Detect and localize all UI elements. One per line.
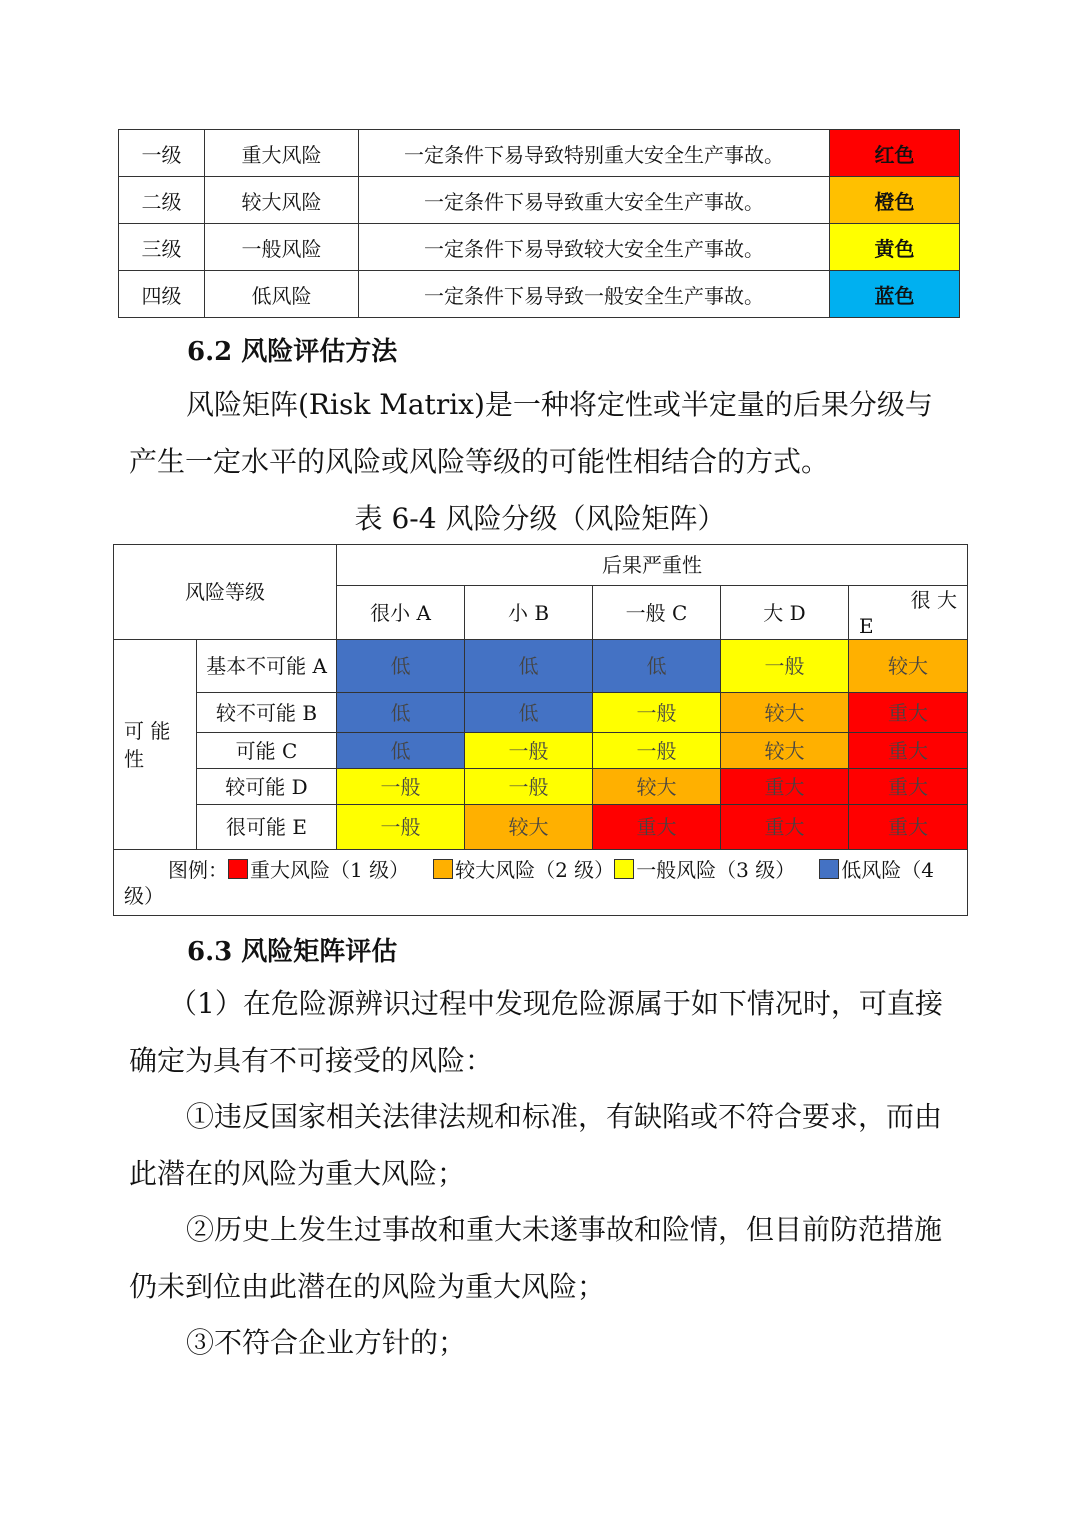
risk-level-row: [119, 271, 960, 318]
risk-cell: 较大: [721, 733, 849, 769]
risk-cell: 较大: [465, 805, 593, 850]
level-desc-cell: 一定条件下易导致较大安全生产事故。: [359, 224, 830, 271]
matrix-row: [114, 693, 968, 733]
risk-level-row: [119, 177, 960, 224]
risk-cell: 一般: [721, 640, 849, 693]
risk-cell: 较大: [721, 693, 849, 733]
level-cell: 二级: [119, 177, 205, 224]
legend-label: 一般风险（3 级）: [636, 857, 796, 882]
level-name-cell: 重大风险: [205, 130, 359, 177]
legend-swatch: [819, 859, 839, 879]
column-e-bottom: E: [859, 613, 874, 638]
matrix-corner-label: 风险等级: [114, 545, 337, 640]
level-color-cell: 蓝色: [830, 271, 960, 318]
risk-cell: 重大: [721, 805, 849, 850]
matrix-row: [114, 733, 968, 769]
risk-cell: 重大: [593, 805, 721, 850]
risk-cell: 一般: [337, 769, 465, 805]
risk-cell: 低: [465, 693, 593, 733]
paragraph-item-2: ②历史上发生过事故和重大未遂事故和险情，但目前防范措施仍未到位由此潜在的风险为重大风险；: [129, 1213, 943, 1303]
section-6-2-heading: 6.2 风险评估方法: [187, 337, 398, 367]
risk-cell: 重大: [849, 805, 968, 850]
matrix-row: [114, 640, 968, 693]
column-header: 小 B: [465, 586, 593, 640]
consequence-header: 后果严重性: [337, 545, 968, 586]
risk-cell: 重大: [849, 733, 968, 769]
risk-matrix-table: [113, 544, 968, 916]
matrix-row: [114, 769, 968, 805]
legend-label: 重大风险（1 级）: [250, 857, 410, 882]
column-header: 大 D: [721, 586, 849, 640]
row-label: 较可能 D: [197, 769, 337, 805]
risk-cell: 一般: [337, 805, 465, 850]
risk-cell: 一般: [465, 733, 593, 769]
risk-cell: 重大: [849, 693, 968, 733]
legend-label: 低风险（4 级）: [124, 857, 935, 908]
row-label: 很可能 E: [197, 805, 337, 850]
matrix-legend: [114, 850, 968, 916]
column-header-e: [849, 586, 968, 640]
column-header: 很小 A: [337, 586, 465, 640]
paragraph-item-1: ①违反国家相关法律法规和标准，有缺陷或不符合要求，而由此潜在的风险为重大风险；: [129, 1100, 943, 1190]
legend-swatch: [433, 859, 453, 879]
risk-cell: 重大: [721, 769, 849, 805]
level-desc-cell: 一定条件下易导致特别重大安全生产事故。: [359, 130, 830, 177]
risk-level-row: [119, 130, 960, 177]
risk-level-table: [118, 129, 960, 318]
risk-cell: 一般: [465, 769, 593, 805]
risk-cell: 低: [337, 640, 465, 693]
level-name-cell: 低风险: [205, 271, 359, 318]
legend-swatch: [228, 859, 248, 879]
row-label: 基本不可能 A: [197, 640, 337, 693]
legend-label: 较大风险（2 级）: [455, 857, 615, 882]
level-cell: 一级: [119, 130, 205, 177]
level-desc-cell: 一定条件下易导致一般安全生产事故。: [359, 271, 830, 318]
level-cell: 三级: [119, 224, 205, 271]
level-name-cell: 较大风险: [205, 177, 359, 224]
legend-swatch: [614, 859, 634, 879]
row-label: 较不可能 B: [197, 693, 337, 733]
risk-cell: 低: [337, 693, 465, 733]
table-caption: 表 6-4 风险分级（风险矩阵）: [354, 502, 726, 535]
risk-matrix-definition: 风险矩阵(Risk Matrix)是一种将定性或半定量的后果分级与产生一定水平的风险或风险等级的可能性相结合的方式。: [129, 388, 933, 478]
column-e-top: 很 大: [910, 587, 957, 612]
section-6-3-heading: 6.3 风险矩阵评估: [187, 937, 398, 967]
possibility-label: 可 能 性: [114, 640, 197, 850]
risk-cell: 较大: [593, 769, 721, 805]
level-color-cell: 红色: [830, 130, 960, 177]
risk-cell: 低: [337, 733, 465, 769]
risk-cell: 重大: [849, 769, 968, 805]
column-header: 一般 C: [593, 586, 721, 640]
paragraph-item-3: ③不符合企业方针的；: [186, 1326, 467, 1359]
risk-cell: 低: [593, 640, 721, 693]
risk-cell: 较大: [849, 640, 968, 693]
level-desc-cell: 一定条件下易导致重大安全生产事故。: [359, 177, 830, 224]
matrix-row: [114, 805, 968, 850]
legend-prefix: 图例：: [168, 857, 228, 882]
risk-level-row: [119, 224, 960, 271]
level-name-cell: 一般风险: [205, 224, 359, 271]
risk-cell: 低: [465, 640, 593, 693]
level-cell: 四级: [119, 271, 205, 318]
risk-cell: 一般: [593, 693, 721, 733]
paragraph-1: （1）在危险源辨识过程中发现危险源属于如下情况时，可直接确定为具有不可接受的风险：: [129, 987, 943, 1077]
level-color-cell: 橙色: [830, 177, 960, 224]
risk-cell: 一般: [593, 733, 721, 769]
level-color-cell: 黄色: [830, 224, 960, 271]
row-label: 可能 C: [197, 733, 337, 769]
